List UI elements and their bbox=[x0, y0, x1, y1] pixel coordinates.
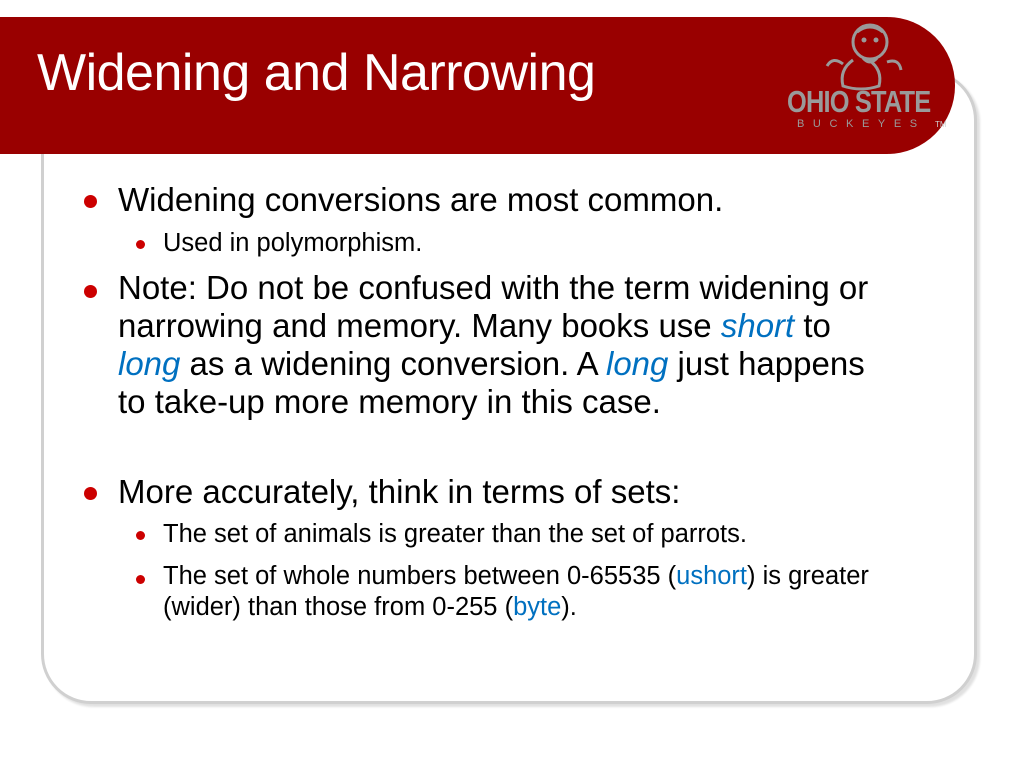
sub-bullet-dot bbox=[136, 575, 145, 584]
keyword-byte: byte bbox=[513, 593, 562, 621]
bullet-text: The set of whole numbers between 0-65535 ( bbox=[163, 562, 677, 590]
bullet-item: Widening conversions are most common. bbox=[118, 181, 724, 218]
logo-wordmark: OHIO STATE bbox=[787, 84, 931, 119]
bullet-text: ) is greater (wider) than those from 0-255 ( bbox=[163, 562, 869, 621]
bullet-item: More accurately, think in terms of sets: bbox=[118, 473, 681, 510]
ohio-state-logo bbox=[775, 20, 955, 150]
keyword-ushort: ushort bbox=[676, 562, 748, 590]
bullet-dot bbox=[84, 195, 97, 208]
bullet-item bbox=[118, 269, 878, 421]
logo-trademark: TM bbox=[935, 120, 947, 129]
bullet-dot bbox=[84, 285, 97, 298]
sub-bullet-item: Used in polymorphism. bbox=[163, 229, 423, 257]
sub-bullet-item: The set of animals is greater than the set of parrots. bbox=[163, 520, 747, 548]
bullet-text: as a widening conversion. A bbox=[180, 345, 606, 382]
slide-title: Widening and Narrowing bbox=[37, 44, 596, 102]
sub-bullet-dot bbox=[136, 531, 145, 540]
bullet-dot bbox=[84, 487, 97, 500]
keyword-long: long bbox=[118, 345, 181, 382]
sub-bullet-item bbox=[163, 561, 923, 623]
bullet-text: ). bbox=[561, 593, 577, 621]
bullet-text: Note: Do not be confused with the term widening or narrowing and memory. Many books use bbox=[118, 269, 869, 344]
sub-bullet-dot bbox=[136, 240, 145, 249]
keyword-short: short bbox=[720, 307, 795, 344]
bullet-text: just happens to take-up more memory in this case. bbox=[118, 345, 865, 420]
keyword-long: long bbox=[606, 345, 669, 382]
logo-subtitle: BUCKEYES bbox=[797, 118, 926, 130]
bullet-text: to bbox=[794, 307, 831, 344]
